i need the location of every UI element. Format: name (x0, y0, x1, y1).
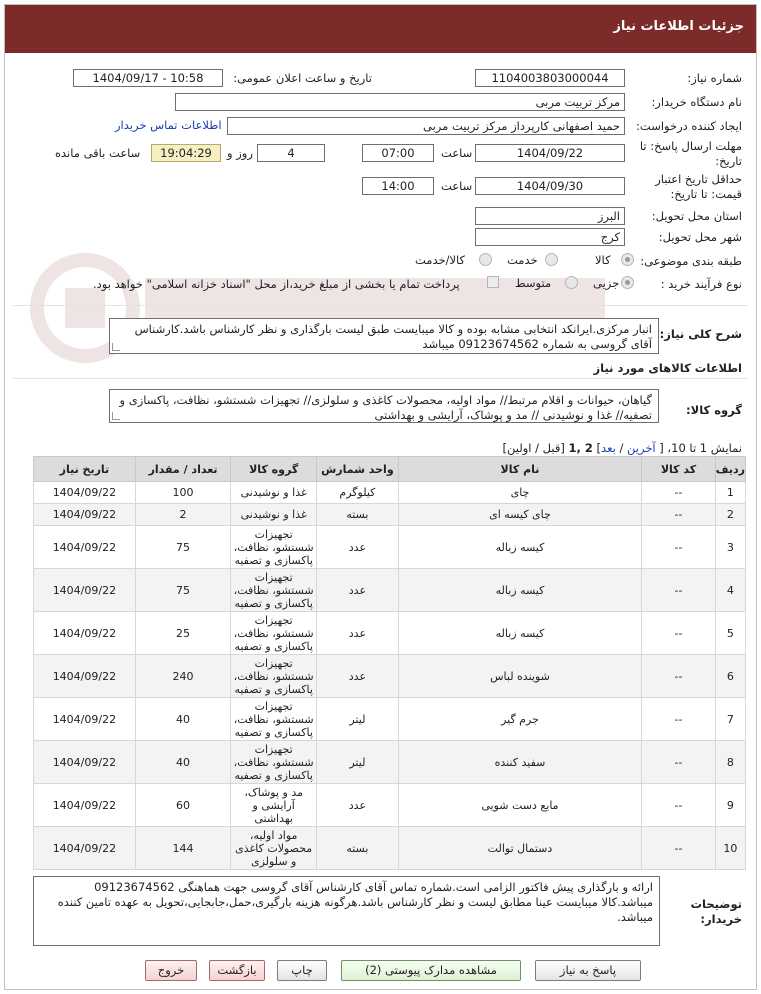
page-header (5, 5, 756, 53)
buyer-org-field: مرکز تربیت مربی (175, 93, 625, 111)
table-row (34, 827, 746, 870)
col-header-item-name: نام کالا (398, 457, 641, 482)
process-option-minor: جزیی (593, 276, 620, 290)
requester-label: ایجاد کننده درخواست: (636, 119, 742, 133)
process-type-label: نوع فرآیند خرید : (660, 277, 742, 291)
category-label: طبقه بندی موضوعی: (640, 254, 742, 268)
treasury-payment-note: پرداخت تمام یا بخشی از مبلغ خرید،از محل "اسناد خزانه اسلامی" خواهد بود. (93, 277, 460, 291)
quantity-cell: 2 (135, 504, 231, 526)
item-code-cell: -- (642, 482, 716, 504)
need-date-cell: 1404/09/22 (34, 827, 136, 870)
reply-days-field: 4 (257, 144, 325, 162)
row-number-cell: 5 (715, 612, 745, 655)
treasury-payment-checkbox[interactable] (487, 276, 499, 288)
province-label: استان محل تحویل: (651, 209, 742, 223)
price-validity-label-line2: قیمت: تا تاریخ: (670, 187, 742, 201)
row-number-cell: 4 (715, 569, 745, 612)
pagination-suffix: [قبل / اولین] (502, 441, 565, 455)
price-validity-label-line1: حداقل تاریخ اعتبار (655, 172, 742, 186)
quantity-cell: 40 (135, 741, 231, 784)
reply-deadline-label-line1: مهلت ارسال پاسخ: تا (639, 139, 742, 153)
row-number-cell: 1 (715, 482, 745, 504)
need-date-cell: 1404/09/22 (34, 526, 136, 569)
category-radio-goods-service[interactable] (479, 253, 492, 266)
description-textarea[interactable] (109, 318, 659, 354)
category-radio-service[interactable] (545, 253, 558, 266)
need-number-label: شماره نیاز: (687, 71, 742, 85)
day-and-label: روز و (227, 146, 253, 160)
table-row (34, 612, 746, 655)
col-header-quantity: تعداد / مقدار (135, 457, 231, 482)
item-group-cell: تجهیزات شستشو، نظافت، پاکسازی و تصفیه (231, 526, 317, 569)
exit-button[interactable]: خروج (145, 960, 197, 981)
row-number-cell: 7 (715, 698, 745, 741)
item-group-cell: تجهیزات شستشو، نظافت، پاکسازی و تصفیه (231, 569, 317, 612)
table-row (34, 655, 746, 698)
back-button[interactable]: بازگشت (209, 960, 265, 981)
need-date-cell: 1404/09/22 (34, 698, 136, 741)
col-header-item-group: گروه کالا (231, 457, 317, 482)
unit-cell: لیتر (317, 741, 399, 784)
quantity-cell: 75 (135, 526, 231, 569)
row-number-cell: 6 (715, 655, 745, 698)
quantity-cell: 25 (135, 612, 231, 655)
process-option-medium: متوسط (515, 276, 552, 290)
buyer-notes-label-line2: خریدار: (700, 912, 742, 926)
row-number-cell: 8 (715, 741, 745, 784)
pagination: نمایش 1 تا 10، [ آخرین / بعد] 2 ,1 [قبل / اولین] (502, 441, 742, 455)
goods-group-text: گیاهان، حیوانات و اقلام مرتبط// مواد اولیه، محصولات کاغذی و سلولزی// تجهیزات شستشو، نظافت، پاکسازی و تصفیه// غذا و نوشیدنی // مد و پوشاک، آرایشی و بهداشتی (119, 393, 652, 422)
item-name-cell: کیسه زباله (398, 569, 641, 612)
item-group-cell: مد و پوشاک، آرایشی و بهداشتی (231, 784, 317, 827)
item-group-cell: مواد اولیه، محصولات کاغذی و سلولزی (231, 827, 317, 870)
pagination-prefix: نمایش 1 تا 10، [ (659, 441, 742, 455)
table-row (34, 569, 746, 612)
row-number-cell: 9 (715, 784, 745, 827)
unit-cell: بسته (317, 504, 399, 526)
table-row (34, 504, 746, 526)
category-option-service: خدمت (507, 253, 538, 267)
buyer-contact-link[interactable]: اطلاعات تماس خریدار (115, 118, 222, 132)
item-group-cell: تجهیزات شستشو، نظافت، پاکسازی و تصفیه (231, 741, 317, 784)
province-field: البرز (475, 207, 625, 225)
goods-info-heading: اطلاعات کالاهای مورد نیاز (593, 361, 742, 375)
item-group-cell: غذا و نوشیدنی (231, 504, 317, 526)
announce-datetime-field: 1404/09/17 - 10:58 (73, 69, 223, 87)
col-header-row-number: ردیف (715, 457, 745, 482)
item-code-cell: -- (642, 784, 716, 827)
need-date-cell: 1404/09/22 (34, 612, 136, 655)
category-option-goods-service: کالا/خدمت (415, 253, 466, 267)
item-name-cell: چای (398, 482, 641, 504)
buyer-notes-textarea[interactable] (33, 876, 660, 946)
need-date-cell: 1404/09/22 (34, 482, 136, 504)
unit-cell: عدد (317, 526, 399, 569)
item-code-cell: -- (642, 504, 716, 526)
validity-time-label: ساعت (441, 179, 473, 193)
item-code-cell: -- (642, 612, 716, 655)
quantity-cell: 100 (135, 482, 231, 504)
process-radio-medium[interactable] (565, 276, 578, 289)
table-row (34, 784, 746, 827)
view-attachments-button[interactable]: مشاهده مدارک پیوستی (2) (341, 960, 521, 981)
item-group-cell: تجهیزات شستشو، نظافت، پاکسازی و تصفیه (231, 655, 317, 698)
col-header-unit: واحد شمارش (317, 457, 399, 482)
need-date-cell: 1404/09/22 (34, 741, 136, 784)
table-row (34, 741, 746, 784)
unit-cell: بسته (317, 827, 399, 870)
table-header-row (34, 457, 746, 482)
item-name-cell: کیسه زباله (398, 612, 641, 655)
validity-date-field: 1404/09/30 (475, 177, 625, 195)
remaining-label: ساعت باقی مانده (55, 146, 141, 160)
reply-deadline-label-line2: تاریخ: (715, 154, 742, 168)
divider (13, 378, 748, 379)
divider (13, 305, 748, 306)
unit-cell: عدد (317, 569, 399, 612)
item-group-cell: تجهیزات شستشو، نظافت، پاکسازی و تصفیه (231, 698, 317, 741)
unit-cell: عدد (317, 784, 399, 827)
item-name-cell: مایع دست شویی (398, 784, 641, 827)
print-button[interactable]: چاپ (277, 960, 327, 981)
row-number-cell: 2 (715, 504, 745, 526)
col-header-need-date: تاریخ نیاز (34, 457, 136, 482)
items-table (33, 456, 746, 870)
city-label: شهر محل تحویل: (658, 230, 742, 244)
item-code-cell: -- (642, 655, 716, 698)
table-row (34, 698, 746, 741)
item-group-cell: غذا و نوشیدنی (231, 482, 317, 504)
city-field: کرج (475, 228, 625, 246)
need-number-field: 1104003803000044 (475, 69, 625, 87)
quantity-cell: 75 (135, 569, 231, 612)
unit-cell: کیلوگرم (317, 482, 399, 504)
quantity-cell: 144 (135, 827, 231, 870)
col-header-item-code: کد کالا (642, 457, 716, 482)
need-date-cell: 1404/09/22 (34, 784, 136, 827)
reply-time-field: 07:00 (362, 144, 434, 162)
item-code-cell: -- (642, 827, 716, 870)
item-name-cell: دستمال توالت (398, 827, 641, 870)
table-row (34, 482, 746, 504)
reply-time-label: ساعت (441, 146, 473, 160)
validity-time-field: 14:00 (362, 177, 434, 195)
resize-grip-icon[interactable] (112, 412, 120, 420)
unit-cell: عدد (317, 612, 399, 655)
buyer-notes-label-line1: توضیحات (690, 897, 742, 911)
process-radio-minor[interactable] (621, 276, 634, 289)
item-code-cell: -- (642, 526, 716, 569)
item-code-cell: -- (642, 698, 716, 741)
need-date-cell: 1404/09/22 (34, 504, 136, 526)
unit-cell: عدد (317, 655, 399, 698)
table-row (34, 526, 746, 569)
description-text: انبار مرکزی.ایرانکد انتخابی مشابه بوده و کالا میبایست طبق لیست بارگذاری و نظر کارشناس باشد.کارشناس آقای گروسی به شماره 09123674562 میباشد (134, 322, 652, 351)
unit-cell: لیتر (317, 698, 399, 741)
quantity-cell: 40 (135, 698, 231, 741)
buyer-notes-text: ارائه و بارگذاری پیش فاکتور الزامی است.شماره تماس آقای کارشناس آقای گروسی جهت هماهنگی 09123674562 میباشد.کالا میبایست عینا مطابق لیست و نظر کارشناس باشد.هرگونه هزینه بارگیری،حمل،جابجایی،تحویل به عهده تامین کننده میباشد. (57, 880, 653, 924)
category-option-goods: کالا (595, 253, 611, 267)
item-name-cell: جرم گیر (398, 698, 641, 741)
announce-datetime-label: تاریخ و ساعت اعلان عمومی: (233, 71, 372, 85)
row-number-cell: 10 (715, 827, 745, 870)
page-title: جزئیات اطلاعات نیاز (613, 19, 744, 34)
goods-group-textarea[interactable] (109, 389, 659, 423)
item-name-cell: شوینده لباس (398, 655, 641, 698)
item-group-cell: تجهیزات شستشو، نظافت، پاکسازی و تصفیه (231, 612, 317, 655)
page-frame (4, 4, 757, 990)
item-code-cell: -- (642, 569, 716, 612)
goods-group-label: گروه کالا: (686, 403, 742, 417)
quantity-cell: 240 (135, 655, 231, 698)
item-name-cell: چای کیسه ای (398, 504, 641, 526)
pagination-next-link[interactable]: بعد (601, 441, 616, 455)
requester-field: حمید اصفهانی کارپرداز مرکز تربیت مربی (227, 117, 625, 135)
reply-date-field: 1404/09/22 (475, 144, 625, 162)
buyer-org-label: نام دستگاه خریدار: (651, 95, 742, 109)
reply-button[interactable]: پاسخ به نیاز (535, 960, 641, 981)
row-number-cell: 3 (715, 526, 745, 569)
item-name-cell: کیسه زباله (398, 526, 641, 569)
remaining-time-field: 19:04:29 (151, 144, 221, 162)
need-date-cell: 1404/09/22 (34, 569, 136, 612)
pagination-last-link[interactable]: آخرین (627, 441, 656, 455)
description-label: شرح کلی نیاز: (659, 327, 742, 341)
category-radio-goods[interactable] (621, 253, 634, 266)
resize-grip-icon[interactable] (112, 343, 120, 351)
item-code-cell: -- (642, 741, 716, 784)
need-date-cell: 1404/09/22 (34, 655, 136, 698)
quantity-cell: 60 (135, 784, 231, 827)
pagination-pages[interactable]: 2 ,1 (568, 441, 593, 455)
item-name-cell: سفید کننده (398, 741, 641, 784)
